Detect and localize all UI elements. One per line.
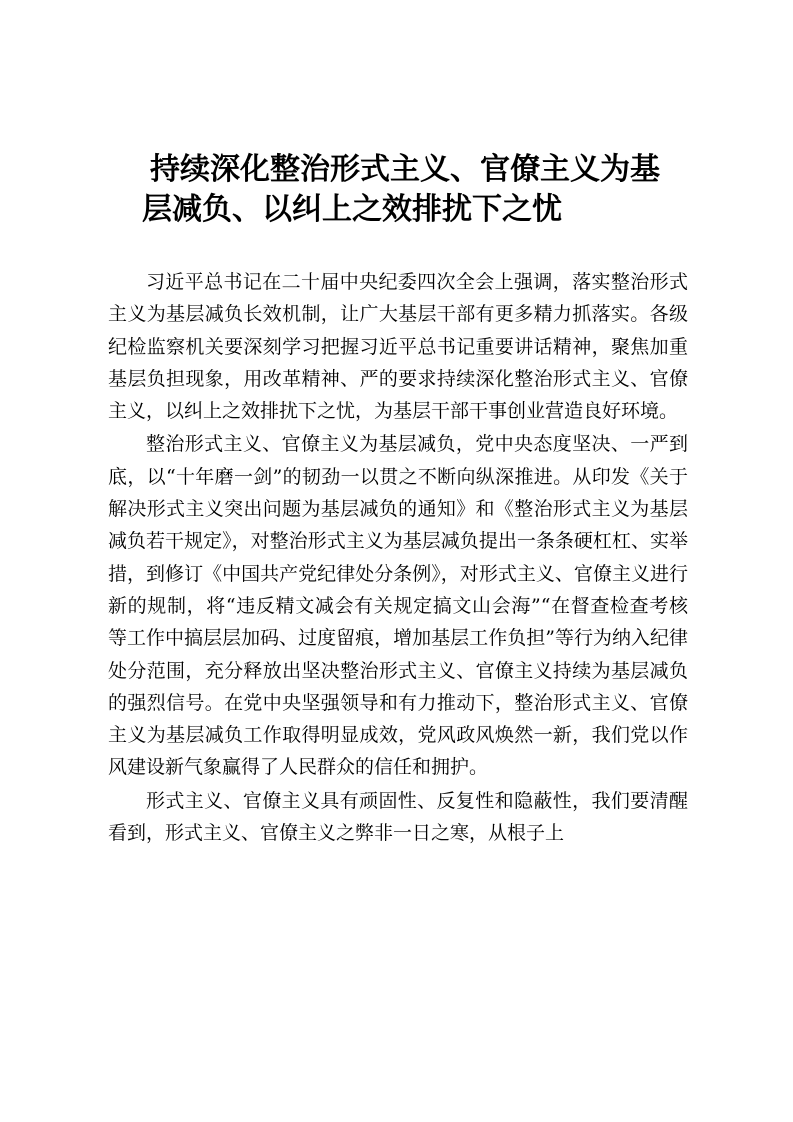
paragraph: 整治形式主义、官僚主义为基层减负，党中央态度坚决、一严到底，以“十年磨一剑”的韧劲一以贯之不断向纵深推进。从印发《关于解决形式主义突出问题为基层减负的通知》和《整治形式主义为基层减负若干规定》，对整治形式主义为基层减负提出一条条硬杠杠、实举措，到修订《中国共产党纪律处分条例》，对形式主义、官僚主义进行新的规制，将“违反精文减会有关规定搞文山会海”“在督查检查考核等工作中搞层层加码、过度留痕，增加基层工作负担”等行为纳入纪律处分范围，充分释放出坚决整治形式主义、官僚主义持续为基层减负的强烈信号。在党中央坚强领导和有力推动下，整治形式主义、官僚主义为基层减负工作取得明显成效，党风政风焕然一新，我们党以作风建设新气象赢得了人民群众的信任和拥护。 <box>108 433 688 779</box>
document-body <box>108 266 688 850</box>
paragraph: 习近平总书记在二十届中央纪委四次全会上强调，落实整治形式主义为基层减负长效机制，让广大基层干部有更多精力抓落实。各级纪检监察机关要深刻学习把握习近平总书记重要讲话精神，聚焦加重基层负担现象，用改革精神、严的要求持续深化整治形式主义、官僚主义，以纠上之效排扰下之忧，为基层干部干事创业营造良好环境。 <box>108 271 688 423</box>
document-title <box>120 150 720 230</box>
title-line-2: 层减负、以纠上之效排扰下之忧 <box>142 192 562 227</box>
paragraph: 形式主义、官僚主义具有顽固性、反复性和隐蔽性，我们要清醒看到，形式主义、官僚主义之弊非一日之寒，从根子上 <box>108 789 688 845</box>
title-line-1: 持续深化整治形式主义、官僚主义为基 <box>150 152 660 187</box>
